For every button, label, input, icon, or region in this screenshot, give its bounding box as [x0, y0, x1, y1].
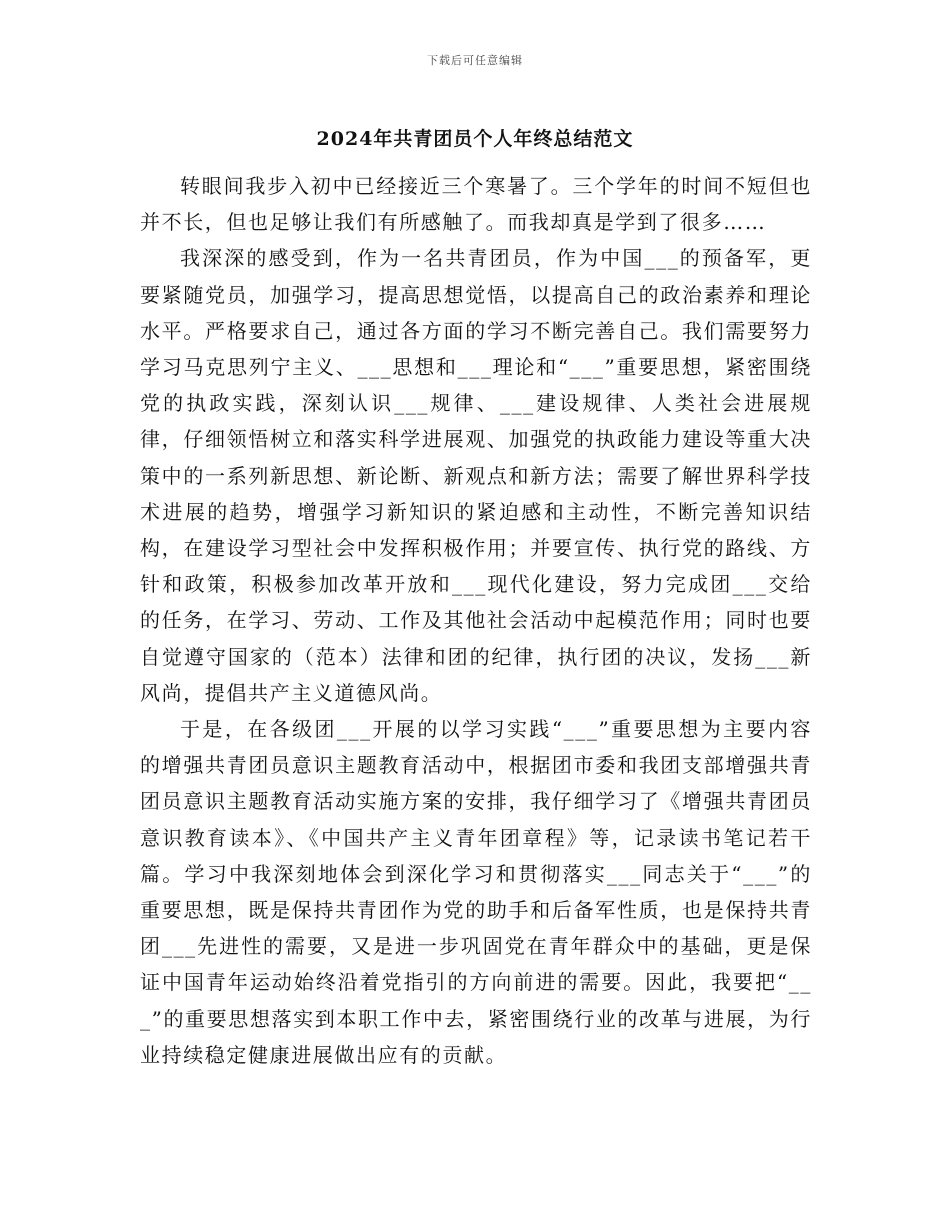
paragraph-intro: 转眼间我步入初中已经接近三个寒暑了。三个学年的时间不短但也并不长，但也足够让我们有所感触了。而我却真是学到了很多…… — [140, 174, 812, 235]
paragraph-feelings: 我深深的感受到，作为一名共青团员，作为中国___的预备军，更要紧随党员，加强学习，提高思想觉悟，以提高自己的政治素养和理论水平。严格要求自己，通过各方面的学习不断完善自己。我们需要努力学习马克思列宁主义、___思想和___理论和“___”重要思想，紧密围绕党的执政实践，深刻认识___规律、___建设规律、人类社会进展规律，仔细领悟树立和落实科学进展观、加强党的执政能力建设等重大决策中的一系列新思想、新论断、新观点和新方法；需要了解世界科学技术进展的趋势，增强学习新知识的紧迫感和主动性，不断完善知识结构，在建设学习型社会中发挥积极作用；并要宣传、执行党的路线、方针和政策，积极参加改革开放和___现代化建设，努力完成团___交给的任务，在学习、劳动、工作及其他社会活动中起模范作用；同时也要自觉遵守国家的（范本）法律和团的纪律，执行团的决议，发扬___新风尚，提倡共产主义道德风尚。 — [140, 246, 812, 705]
document-title: 2024年共青团员个人年终总结范文 — [316, 128, 634, 150]
paragraph-study: 于是，在各级团___开展的以学习实践“___”重要思想为主要内容的增强共青团员意识主题教育活动中，根据团市委和我团支部增强共青团员意识主题教育活动实施方案的安排，我仔细学习了《增强共青团员意识教育读本》、《中国共产主义青年团章程》等，记录读书笔记若干篇。学习中我深刻地体会到深化学习和贯彻落实___同志关于“___”的重要思想，既是保持共青团作为党的助手和后备军性质，也是保持共青团___先进性的需要，又是进一步巩固党在青年群众中的基础，更是保证中国青年运动始终沿着党指引的方向前进的需要。因此，我要把“___”的重要思想落实到本职工作中去，紧密围绕行业的改革与进展，为行业持续稳定健康进展做出应有的贡献。 — [140, 717, 812, 1067]
header-note: 下载后可任意编辑 — [427, 54, 523, 67]
document-body — [140, 168, 812, 1073]
